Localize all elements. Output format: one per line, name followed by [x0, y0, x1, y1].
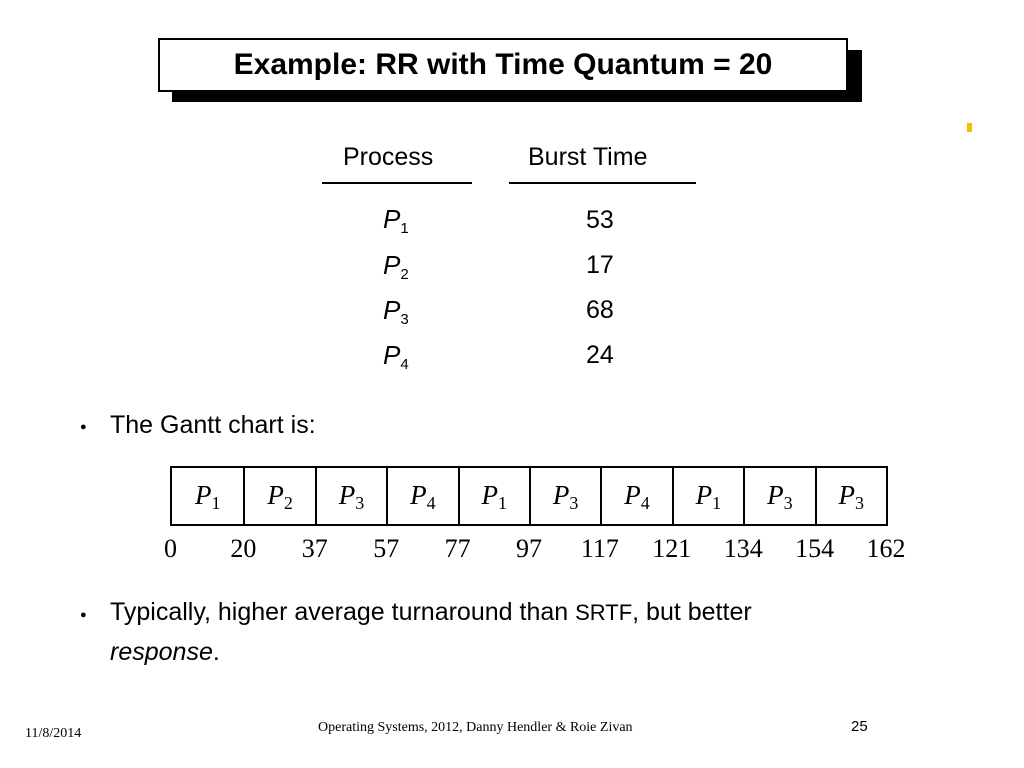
- accent-mark: [967, 123, 972, 132]
- gantt-time-tick: 57: [373, 534, 400, 563]
- process-row-name: $P_4$: [383, 340, 409, 373]
- gantt-cell: $P_1$: [672, 468, 743, 524]
- gantt-cell: $P_3$: [529, 468, 600, 524]
- gantt-time-tick: 154: [795, 534, 835, 563]
- process-row-name: $P_1$: [383, 204, 409, 237]
- burst-time-column-header: Burst Time: [528, 143, 648, 171]
- process-row-burst: 53: [586, 206, 614, 234]
- footer-date: 11/8/2014: [25, 726, 82, 741]
- gantt-cell: $P_3$: [743, 468, 814, 524]
- process-row-burst: 17: [586, 251, 614, 279]
- gantt-cell: $P_4$: [386, 468, 457, 524]
- turnaround-note: Typically, higher average turnaround than SRTF, but better: [110, 598, 752, 626]
- process-row-name: $P_3$: [383, 295, 409, 328]
- bullet-dot: ●: [80, 421, 87, 433]
- gantt-time-tick: 97: [516, 534, 542, 563]
- gantt-chart: [170, 466, 888, 526]
- gantt-intro-text: The Gantt chart is:: [110, 411, 316, 439]
- process-header-rule: [322, 182, 472, 184]
- gantt-time-tick: 0: [164, 534, 177, 563]
- gantt-time-tick: 37: [301, 534, 328, 563]
- slide-title: Example: RR with Time Quantum = 20: [158, 38, 848, 92]
- footer-credit: Operating Systems, 2012, Danny Hendler & Roie Zivan: [318, 720, 633, 735]
- bullet-dot: ●: [80, 609, 87, 621]
- gantt-cell: $P_3$: [815, 468, 886, 524]
- burst-header-rule: [509, 182, 696, 184]
- gantt-cell: $P_3$: [315, 468, 386, 524]
- gantt-time-tick: 134: [723, 534, 763, 563]
- gantt-time-tick: 121: [652, 534, 692, 563]
- process-column-header: Process: [343, 143, 434, 171]
- gantt-cell: $P_4$: [600, 468, 671, 524]
- gantt-time-tick: 20: [230, 534, 257, 563]
- gantt-time-tick: 162: [866, 534, 906, 563]
- turnaround-note-continuation: response.: [110, 638, 220, 666]
- gantt-cell: $P_1$: [194, 480, 221, 513]
- gantt-time-tick: 117: [580, 534, 619, 563]
- gantt-cell: $P_2$: [243, 468, 314, 524]
- slide-title-frame: [158, 38, 848, 90]
- process-row-name: $P_2$: [383, 250, 409, 283]
- process-row-burst: 24: [586, 341, 614, 369]
- gantt-cell: $P_1$: [458, 468, 529, 524]
- gantt-time-tick: 77: [444, 534, 471, 563]
- process-row-burst: 68: [586, 296, 614, 324]
- footer-page-number: 25: [851, 718, 868, 735]
